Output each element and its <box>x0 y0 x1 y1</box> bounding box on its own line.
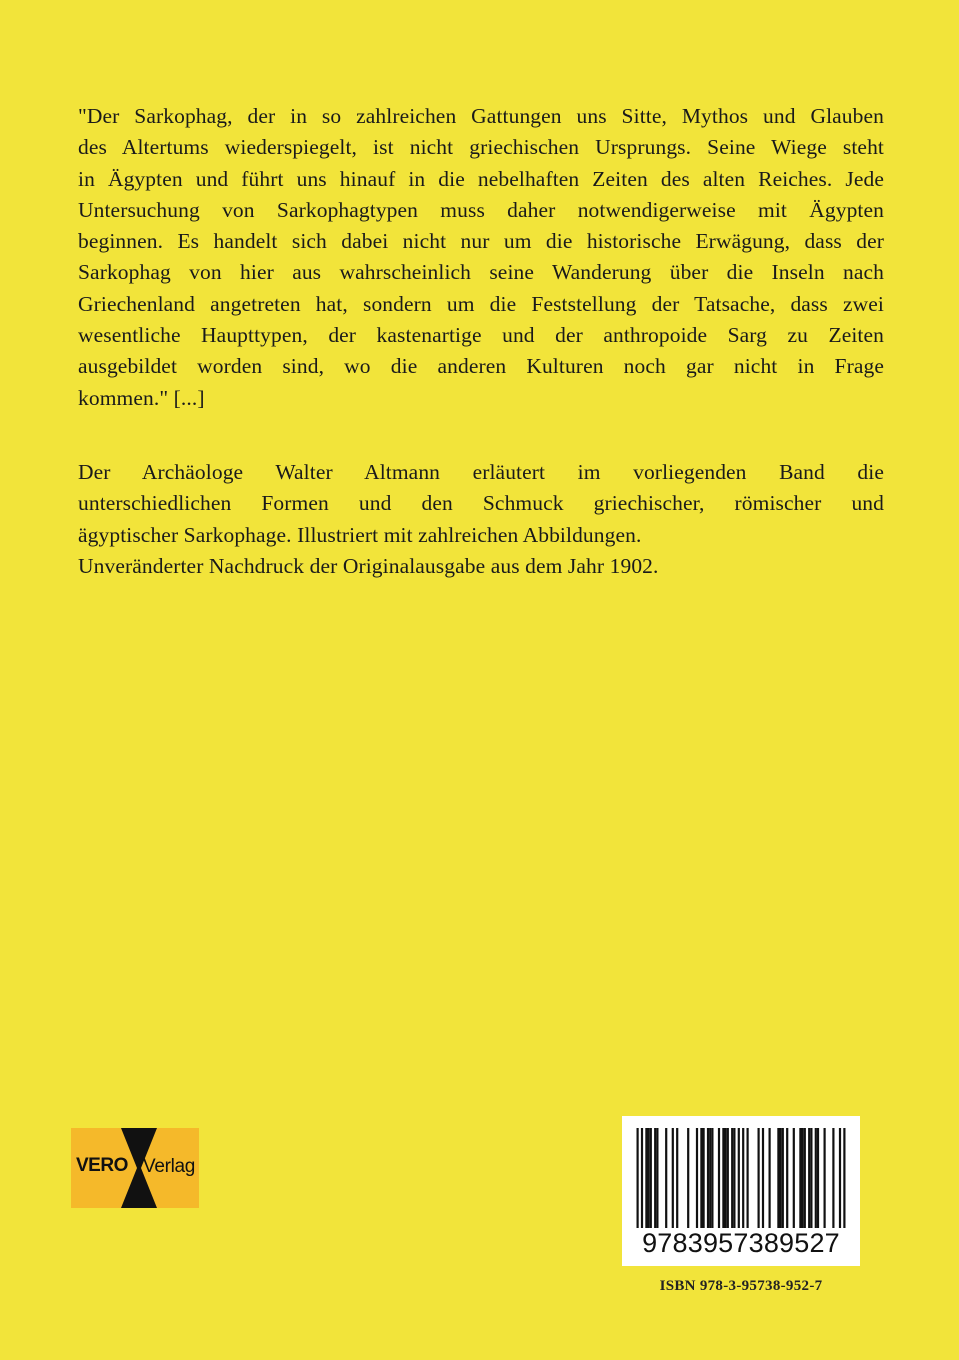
barcode-bar <box>810 1128 812 1228</box>
barcode-bar <box>802 1128 804 1228</box>
barcode-bar <box>799 1128 801 1228</box>
barcode-bar <box>780 1128 782 1228</box>
logo-vero-text: VERO <box>76 1155 128 1176</box>
barcode-bar <box>804 1128 806 1228</box>
barcode-bar <box>839 1128 841 1228</box>
barcode-bar <box>747 1128 749 1228</box>
description-line: ägyptischer Sarkophage. Illustriert mit zahlreichen Abbildungen. <box>78 522 642 547</box>
barcode-bar <box>637 1128 639 1228</box>
barcode-bar <box>738 1128 740 1228</box>
barcode-bar <box>815 1128 817 1228</box>
barcode-bar <box>762 1128 764 1228</box>
barcode-bar <box>703 1128 705 1228</box>
barcode-bar <box>718 1128 720 1228</box>
barcode-bar <box>656 1128 658 1228</box>
barcode-bar <box>733 1128 735 1228</box>
barcode-bar <box>700 1128 702 1228</box>
description-line: unterschiedlichen Formen und den Schmuck griechischer, römischer und <box>78 491 884 516</box>
barcode-bar <box>824 1128 826 1228</box>
barcode <box>622 1116 860 1266</box>
barcode-bar <box>711 1128 713 1228</box>
barcode-bar <box>696 1128 698 1228</box>
description-line: Der Archäologe Walter Altmann erläutert im vorliegenden Band die <box>78 460 884 484</box>
description-paragraph <box>78 457 884 582</box>
barcode-bar <box>707 1128 709 1228</box>
barcode-bar <box>782 1128 784 1228</box>
barcode-bar <box>786 1128 788 1228</box>
barcode-bar <box>758 1128 760 1228</box>
quote-paragraph <box>78 101 884 414</box>
quote-line: wesentliche Haupttypen, der kastenartige und der anthropoide Sarg zu Zeiten <box>78 323 884 348</box>
barcode-bar <box>654 1128 656 1228</box>
quote-line: des Altertums wiederspiegelt, ist nicht griechischen Ursprungs. Seine Wiege steht <box>78 135 884 160</box>
barcode-bar <box>645 1128 647 1228</box>
barcode-bar <box>808 1128 810 1228</box>
barcode-bar <box>817 1128 819 1228</box>
barcode-bar <box>843 1128 845 1228</box>
quote-line: ausgebildet worden sind, wo die anderen Kulturen noch gar nicht in Frage <box>78 354 884 379</box>
barcode-bar <box>687 1128 689 1228</box>
barcode-bar <box>665 1128 667 1228</box>
barcode-bar <box>648 1128 650 1228</box>
barcode-bar <box>731 1128 733 1228</box>
barcode-bar <box>769 1128 771 1228</box>
quote-line: in Ägypten und führt uns hinauf in die nebelhaften Zeiten des alten Reiches. Jede <box>78 166 884 191</box>
barcode-bar <box>650 1128 652 1228</box>
barcode-bar <box>742 1128 744 1228</box>
isbn-label: ISBN 978-3-95738-952-7 <box>659 1278 823 1294</box>
barcode-digits: 9783957389527 <box>642 1228 840 1258</box>
quote-line: beginnen. Es handelt sich dabei nicht nur um die historische Erwägung, dass der <box>78 229 884 254</box>
barcode-bar <box>709 1128 711 1228</box>
description-line: Unveränderter Nachdruck der Originalausgabe aus dem Jahr 1902. <box>78 553 659 578</box>
barcode-bar <box>777 1128 779 1228</box>
barcode-bar <box>722 1128 724 1228</box>
quote-line: Griechenland angetreten hat, sondern um die Feststellung der Tatsache, dass zwei <box>78 291 884 316</box>
barcode-bar <box>832 1128 834 1228</box>
quote-line: Untersuchung von Sarkophagtypen muss daher notwendigerweise mit Ägypten <box>78 197 884 222</box>
barcode-bar <box>641 1128 643 1228</box>
barcode-bar <box>725 1128 727 1228</box>
publisher-logo <box>71 1128 199 1208</box>
quote-line: kommen." [...] <box>78 385 205 410</box>
quote-line: "Der Sarkophag, der in so zahlreichen Gattungen uns Sitte, Mythos und Glauben <box>78 104 884 128</box>
barcode-bar <box>676 1128 678 1228</box>
barcode-bar <box>727 1128 729 1228</box>
barcode-bar <box>793 1128 795 1228</box>
barcode-bar <box>672 1128 674 1228</box>
quote-line: Sarkophag von hier aus wahrscheinlich seine Wanderung über die Inseln nach <box>78 260 884 285</box>
logo-verlag-text: Verlag <box>143 1156 196 1177</box>
